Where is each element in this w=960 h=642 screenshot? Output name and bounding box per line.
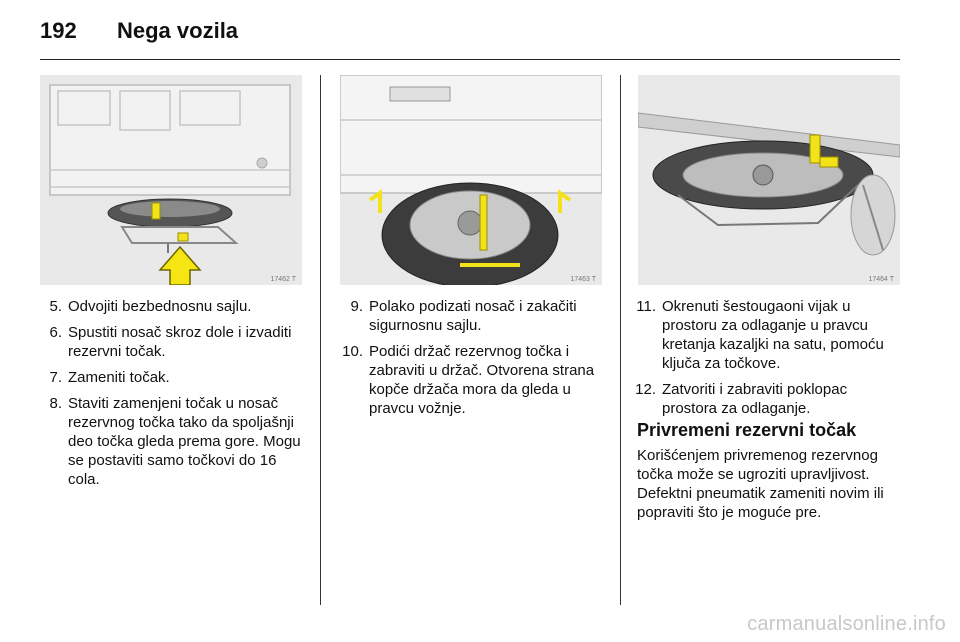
step-number: 9. bbox=[350, 298, 363, 315]
list-item bbox=[40, 297, 308, 316]
step-text: Okrenuti šestougaoni vijak u prostoru za odlaganje u pravcu kretanja kazaljki na satu, pomoću ključa za točkove. bbox=[662, 298, 884, 372]
step-text: Polako podizati nosač i zakačiti sigurnosnu sajlu. bbox=[369, 298, 577, 334]
column-divider-1 bbox=[320, 75, 321, 605]
steps-list-col1 bbox=[40, 297, 308, 496]
step-number: 8. bbox=[49, 395, 62, 412]
figure-spare-wheel-lowering bbox=[40, 75, 302, 285]
steps-list-col3 bbox=[626, 297, 904, 425]
step-text: Podići držač rezervnog točka i zabraviti u držač. Otvorena strana kopče držača mora da gleda u pravcu vožnje. bbox=[369, 343, 595, 417]
section-heading: Privremeni rezervni točak bbox=[637, 420, 857, 440]
figure-code: 17464 T bbox=[868, 276, 894, 283]
step-text: Staviti zamenjeni točak u nosač rezervnog točka tako da spoljašnji deo točka gleda prema gore. Mogu se postaviti samo točkovi do 16 cola. bbox=[68, 395, 301, 488]
watermark: carmanualsonline.info bbox=[747, 613, 946, 635]
figure-spare-wheel-raising bbox=[340, 75, 602, 285]
step-number: 12. bbox=[635, 381, 656, 398]
page-number: 192 bbox=[40, 18, 77, 43]
list-item bbox=[333, 297, 603, 335]
list-item bbox=[40, 394, 308, 489]
step-number: 5. bbox=[49, 298, 62, 315]
figure-1-illustration bbox=[40, 75, 302, 285]
list-item bbox=[626, 297, 904, 373]
figure-storage-compartment bbox=[638, 75, 900, 285]
step-text: Zameniti točak. bbox=[68, 369, 170, 386]
section-body: Korišćenjem privremenog rezervnog točka može se ugroziti upravljivost. Defektni pneumatik zameniti novim ili popraviti što je moguće pre. bbox=[637, 447, 884, 521]
figure-3-illustration bbox=[638, 75, 900, 285]
step-number: 7. bbox=[49, 369, 62, 386]
step-number: 10. bbox=[342, 343, 363, 360]
list-item bbox=[40, 323, 308, 361]
figure-code: 17463 T bbox=[570, 276, 596, 283]
figure-2-illustration bbox=[340, 75, 602, 285]
figure-code: 17462 T bbox=[270, 276, 296, 283]
column-divider-2 bbox=[620, 75, 621, 605]
header-divider bbox=[40, 59, 900, 60]
step-number: 6. bbox=[49, 324, 62, 341]
step-text: Spustiti nosač skroz dole i izvaditi rezervni točak. bbox=[68, 324, 292, 360]
list-item bbox=[626, 380, 904, 418]
list-item bbox=[40, 368, 308, 387]
list-item bbox=[333, 342, 603, 418]
step-text: Zatvoriti i zabraviti poklopac prostora za odlaganje. bbox=[662, 381, 848, 417]
step-text: Odvojiti bezbednosnu sajlu. bbox=[68, 298, 252, 315]
step-number: 11. bbox=[636, 298, 656, 315]
page-title: Nega vozila bbox=[117, 18, 239, 43]
steps-list-col2 bbox=[333, 297, 603, 425]
